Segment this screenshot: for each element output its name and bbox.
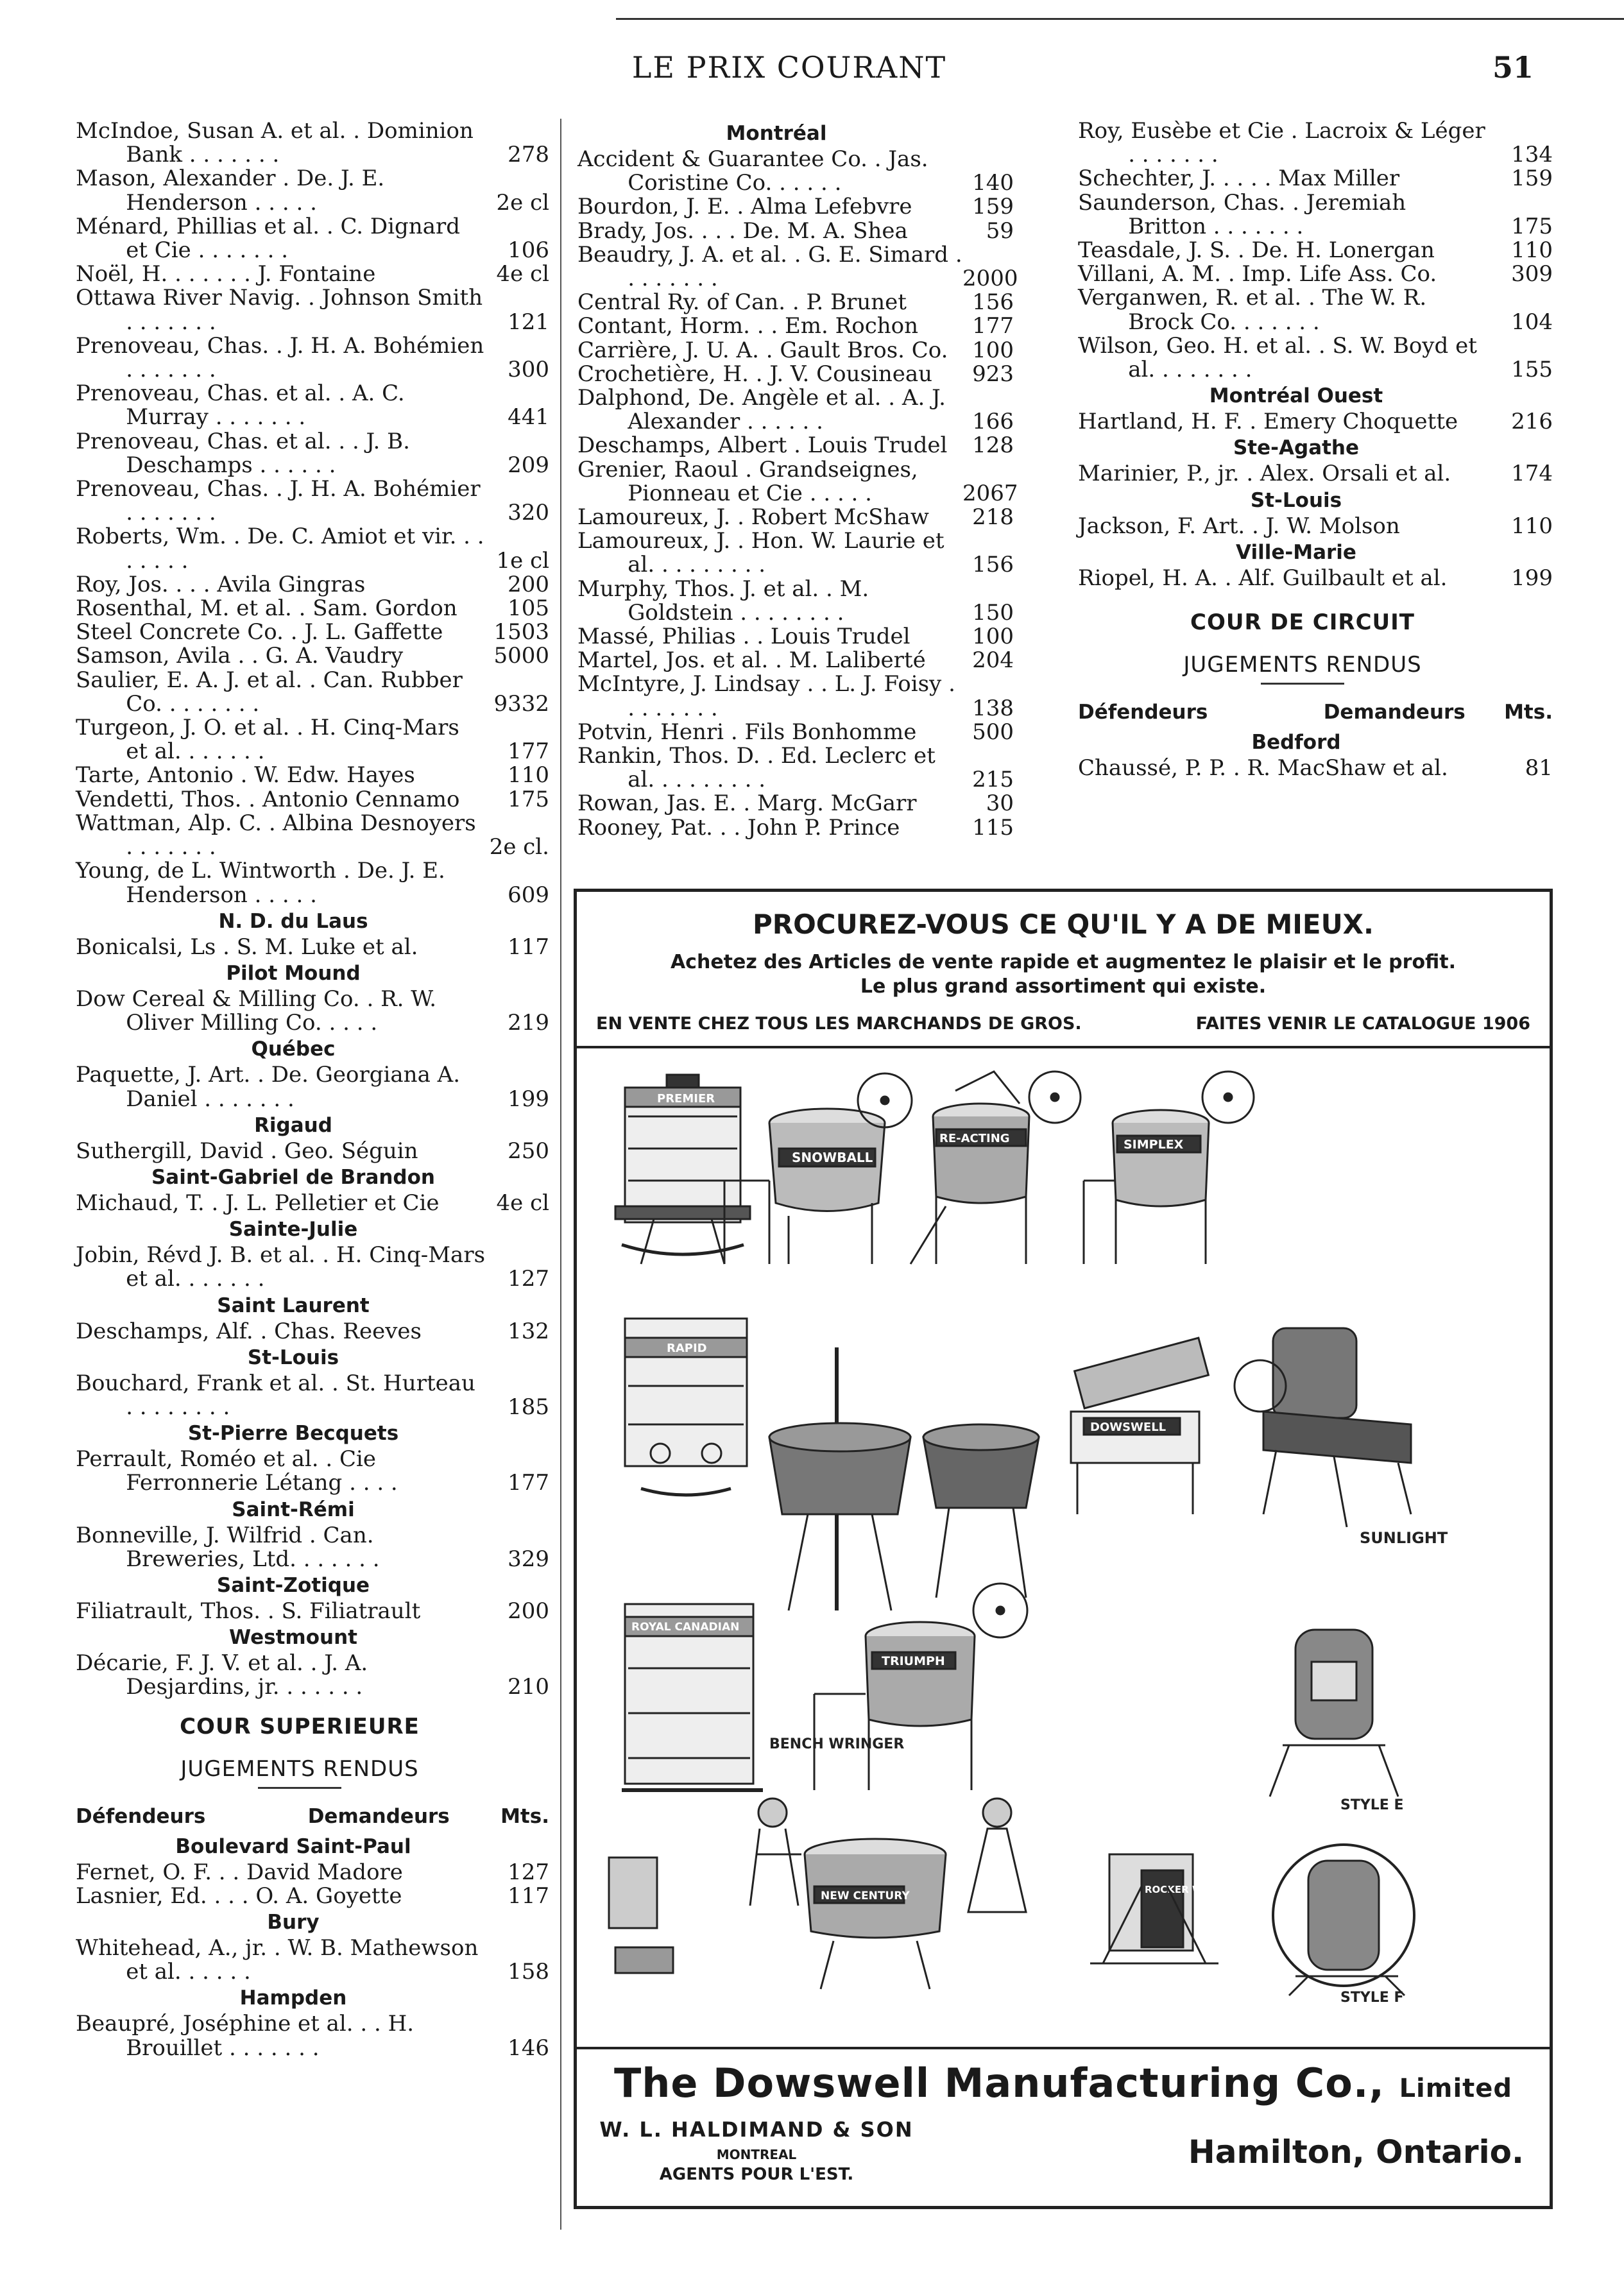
entry-amount: 4e cl	[496, 1190, 549, 1216]
list-item	[577, 339, 1014, 363]
entry-amount: 105	[508, 595, 549, 622]
premier-wringer-illustration	[615, 1075, 750, 1264]
list-item	[577, 363, 1014, 386]
label-dowswell: DOWSWELL	[1090, 1421, 1167, 1434]
ad-agent-city: MONTREAL	[716, 2147, 797, 2162]
entry-amount: 117	[508, 1883, 549, 1909]
entry-text: Deschamps, Alf. . Chas. Reeves	[76, 1318, 422, 1344]
section-heading: Bedford	[1251, 731, 1341, 755]
entry-text: Prenoveau, Chas. et al. . . J. B. Deschamps . . . . . .	[76, 428, 410, 478]
list-item	[76, 1192, 549, 1215]
entry-text: Brady, Jos. . . . De. M. A. Shea	[577, 218, 908, 244]
superieure-entries	[76, 1832, 549, 2060]
list-item	[76, 334, 549, 382]
tub-stand-illustration	[769, 1347, 1039, 1610]
list-item	[76, 262, 549, 286]
label-sunlight: SUNLIGHT	[1360, 1529, 1448, 1547]
label-premier: PREMIER	[657, 1092, 715, 1106]
list-item	[577, 219, 1014, 243]
entry-text: Crochetière, H. . J. V. Cousineau	[577, 361, 933, 387]
entry-text: Michaud, T. . J. L. Pelletier et Cie	[76, 1190, 440, 1216]
entry-text: Vendetti, Thos. . Antonio Cennamo	[76, 786, 460, 812]
list-item	[1078, 515, 1553, 538]
entry-text: Martel, Jos. et al. . M. Laliberté	[577, 647, 926, 674]
list-item	[76, 2012, 549, 2060]
list-item	[76, 788, 549, 812]
label-rocker-washer: ROCKER WASHER	[1145, 1884, 1239, 1895]
label-style-e: STYLE E	[1340, 1797, 1404, 1813]
entry-amount: 175	[508, 786, 549, 812]
header-rule	[616, 18, 1624, 20]
entry-amount: 117	[508, 934, 549, 960]
section-heading: Saint-Rémi	[232, 1498, 355, 1521]
entry-amount: 166	[972, 409, 1014, 435]
list-item	[577, 625, 1014, 649]
section-heading: Hampden	[239, 1986, 347, 2010]
entry-amount: 2067	[962, 480, 1018, 506]
entry-amount: 2e cl.	[489, 834, 549, 860]
list-item	[1078, 410, 1553, 434]
entry-text: Massé, Philias . . Louis Trudel	[577, 624, 910, 650]
section-heading: Sainte-Julie	[228, 1218, 358, 1242]
section-heading: Bury	[267, 1910, 320, 1934]
entry-text: Perrault, Roméo et al. . Cie Ferronnerie Létang . . . .	[76, 1446, 398, 1496]
ad-city: Hamilton, Ontario.	[1188, 2133, 1524, 2171]
section-heading: Montréal Ouest	[1209, 384, 1383, 408]
entry-amount: 155	[1511, 357, 1553, 383]
section-heading: Saint-Gabriel de Brandon	[151, 1165, 435, 1189]
right-column	[1078, 119, 1553, 780]
entry-amount: 159	[972, 194, 1014, 220]
entry-text: Dalphond, De. Angèle et al. . A. J. Alexander . . . . . .	[577, 385, 946, 435]
entry-text: Wilson, Geo. H. et al. . S. W. Boyd et al. . . . . . . .	[1078, 332, 1477, 383]
entry-text: Roberts, Wm. . De. C. Amiot et vir. . . . . . . .	[76, 524, 484, 574]
entry-amount: 150	[972, 599, 1014, 626]
list-item	[76, 477, 549, 525]
entry-text: Lasnier, Ed. . . . O. A. Goyette	[76, 1883, 402, 1909]
list-item	[577, 148, 1014, 195]
list-item	[76, 812, 549, 859]
list-item	[76, 1861, 549, 1884]
entry-amount: 4e cl	[496, 261, 549, 287]
ad-subline-2: Le plus grand assortiment qui existe.	[860, 975, 1267, 998]
entry-text: Bonicalsi, Ls . S. M. Luke et al.	[76, 934, 418, 960]
ad-agent-name: W. L. HALDIMAND & SON	[599, 2117, 914, 2142]
entry-amount: 210	[508, 1674, 549, 1700]
list-item	[76, 1243, 549, 1291]
entry-text: Schechter, J. . . . . Max Miller	[1078, 166, 1400, 192]
list-item	[76, 525, 549, 572]
entry-text: McIndoe, Susan A. et al. . Dominion Bank . . . . . . .	[76, 118, 474, 168]
label-triumph: TRIUMPH	[882, 1654, 945, 1668]
list-item	[76, 1884, 549, 1908]
entry-amount: 216	[1511, 409, 1553, 435]
list-item	[1078, 191, 1553, 239]
entry-amount: 127	[508, 1266, 549, 1292]
list-item	[577, 314, 1014, 338]
entry-text: Rowan, Jas. E. . Marg. McGarr	[577, 790, 917, 817]
ad-headline: PROCUREZ-VOUS CE QU'IL Y A DE MIEUX.	[752, 909, 1374, 940]
list-item	[76, 1063, 549, 1111]
middle-column	[577, 119, 1018, 841]
entry-amount: 278	[508, 142, 549, 168]
entry-text: Rooney, Pat. . . John P. Prince	[577, 814, 900, 841]
entry-amount: 177	[508, 739, 549, 765]
list-item	[577, 672, 1014, 720]
company-main: The Dowswell Manufacturing Co.,	[613, 2060, 1385, 2106]
snowball-washer-illustration	[724, 1073, 912, 1264]
simplex-washer-illustration	[1084, 1072, 1254, 1264]
entry-text: Prenoveau, Chas. . J. H. A. Bohémier . . . . . . .	[76, 476, 481, 526]
list-item	[1078, 262, 1553, 286]
royal-canadian-wringer-illustration	[622, 1604, 763, 1790]
list-item	[577, 291, 1014, 314]
entry-amount: 329	[508, 1546, 549, 1572]
list-item	[76, 573, 549, 597]
entry-text: Beaudry, J. A. et al. . G. E. Simard . . . . . . . .	[577, 241, 962, 292]
entry-text: Lamoureux, J. . Robert McShaw	[577, 504, 929, 531]
middle-entries	[577, 119, 1018, 841]
entry-amount: 127	[508, 1859, 549, 1885]
left-column	[76, 119, 549, 2060]
entry-amount: 121	[508, 309, 549, 335]
section-heading: Westmount	[229, 1626, 357, 1650]
entry-amount: 9332	[493, 690, 549, 717]
cour-superieure-title: COUR SUPERIEURE	[180, 1713, 420, 1739]
entry-amount: 199	[1511, 565, 1553, 591]
section-rule	[1261, 683, 1344, 685]
section-heading: St-Louis	[1250, 488, 1342, 512]
list-item	[577, 649, 1014, 672]
entry-amount: 128	[972, 432, 1014, 459]
left-entries	[76, 119, 549, 1700]
entry-amount: 100	[972, 337, 1014, 363]
entry-text: Tarte, Antonio . W. Edw. Hayes	[76, 762, 415, 789]
entry-text: Accident & Guarantee Co. . Jas. Coristine Co. . . . . .	[577, 146, 928, 196]
list-item	[76, 764, 549, 787]
ad-subline-1: Achetez des Articles de vente rapide et augmentez le plaisir et le profit.	[670, 951, 1457, 973]
entry-amount: 140	[972, 170, 1014, 196]
list-item	[76, 1936, 549, 1984]
section-heading: St-Louis	[247, 1345, 339, 1369]
entry-amount: 218	[972, 504, 1014, 531]
triumph-washer-illustration	[814, 1584, 1027, 1790]
entry-amount: 200	[508, 1598, 549, 1624]
list-item	[1078, 167, 1553, 191]
list-item	[577, 241, 1018, 292]
entry-text: Noël, H. . . . . . . J. Fontaine	[76, 261, 376, 287]
entry-text: Steel Concrete Co. . J. L. Gaffette	[76, 619, 443, 645]
section-rule	[258, 1787, 341, 1789]
list-item	[1078, 119, 1553, 167]
ad-agent-role: AGENTS POUR L'EST.	[659, 2165, 854, 2184]
list-item	[1078, 567, 1553, 590]
rocker-washer-illustration	[1090, 1854, 1239, 1963]
entry-amount: 30	[986, 790, 1014, 817]
ad-illustration	[577, 1052, 1550, 2044]
ad-divider-bottom	[577, 2047, 1550, 2049]
advertisement	[574, 889, 1553, 2209]
entry-amount: 158	[508, 1959, 549, 1985]
entry-text: Wattman, Alp. C. . Albina Desnoyers . . . . . . .	[76, 810, 476, 860]
list-item	[76, 119, 549, 167]
ad-divider-top	[577, 1046, 1550, 1048]
entry-text: Mason, Alexander . De. J. E. Henderson . . . . .	[76, 166, 385, 216]
entry-amount: 309	[1511, 261, 1553, 287]
entry-amount: 110	[508, 762, 549, 789]
entry-text: Ottawa River Navig. . Johnson Smith . . . . . . .	[76, 285, 483, 335]
label-simplex: SIMPLEX	[1124, 1138, 1184, 1152]
cour-superieure-subtitle: JUGEMENTS RENDUS	[180, 1755, 419, 1782]
col-mts: Mts.	[500, 1804, 549, 1828]
label-style-f: STYLE F	[1340, 1990, 1404, 2006]
column-divider	[560, 119, 561, 2230]
entry-text: Marinier, P., jr. . Alex. Orsali et al.	[1078, 461, 1451, 487]
section-heading: Pilot Mound	[226, 961, 361, 985]
entry-amount: 185	[508, 1394, 549, 1420]
entry-amount: 138	[972, 695, 1014, 721]
entry-text: Lamoureux, J. . Hon. W. Laurie et al. . . . . . . . .	[577, 528, 944, 578]
entry-text: Rosenthal, M. et al. . Sam. Gordon	[76, 595, 457, 622]
entry-amount: 215	[972, 767, 1014, 793]
entry-text: Rankin, Thos. D. . Ed. Leclerc et al. . . . . . . . .	[577, 743, 936, 793]
list-item	[76, 1600, 549, 1623]
entry-amount: 110	[1511, 513, 1553, 539]
entry-text: Prenoveau, Chas. . J. H. A. Bohémien . . . . . . .	[76, 332, 484, 383]
entry-text: Dow Cereal & Milling Co. . R. W. Oliver Milling Co. . . . .	[76, 986, 437, 1036]
list-item	[577, 456, 1018, 506]
list-item	[76, 859, 549, 907]
new-century-washer-illustration	[750, 1798, 1026, 1989]
entry-text: Whitehead, A., jr. . W. B. Mathewson et al. . . . . .	[76, 1935, 479, 1985]
entry-amount: 177	[508, 1470, 549, 1496]
list-item	[76, 620, 549, 644]
page-number: 51	[1492, 50, 1534, 85]
entry-text: Young, de L. Wintworth . De. J. E. Henderson . . . . .	[76, 858, 445, 908]
entry-text: Contant, Horm. . . Em. Rochon	[577, 313, 919, 339]
entry-amount: 134	[1511, 142, 1553, 168]
entry-amount: 106	[508, 237, 549, 264]
entry-text: Ménard, Phillias et al. . C. Dignard et Cie . . . . . . .	[76, 213, 461, 264]
entry-text: Central Ry. of Can. . P. Brunet	[577, 289, 907, 316]
section-heading: St-Pierre Becquets	[187, 1422, 399, 1446]
ad-strap	[596, 1014, 1530, 1034]
ad-company-name	[577, 2060, 1550, 2106]
section-heading: Ste-Agathe	[1233, 436, 1360, 460]
list-item	[577, 577, 1014, 625]
entry-amount: 104	[1511, 309, 1553, 335]
entry-text: Filiatrault, Thos. . S. Filiatrault	[76, 1598, 421, 1624]
label-new-century: NEW CENTURY	[821, 1890, 910, 1902]
entry-amount: 59	[986, 218, 1014, 244]
list-item	[1078, 756, 1553, 780]
entry-amount: 209	[508, 452, 549, 478]
list-item	[76, 1448, 549, 1495]
entry-amount: 132	[508, 1318, 549, 1344]
entry-text: Suthergill, David . Geo. Séguin	[76, 1138, 418, 1164]
list-item	[1078, 462, 1553, 486]
entry-text: Roy, Eusèbe et Cie . Lacroix & Léger . . . . . . .	[1078, 118, 1485, 168]
cour-circuit-title: COUR DE CIRCUIT	[1190, 610, 1415, 636]
list-item	[577, 721, 1014, 744]
list-item	[577, 506, 1014, 529]
entry-amount: 320	[508, 500, 549, 526]
list-item	[76, 1372, 549, 1419]
list-item	[577, 529, 1014, 577]
column-headers	[1078, 696, 1553, 728]
list-item	[76, 1524, 549, 1571]
section-heading: Montréal	[726, 122, 827, 145]
list-item	[577, 744, 1014, 792]
ad-strap-right: FAITES VENIR LE CATALOGUE 1906	[1195, 1014, 1530, 1034]
label-rapid: RAPID	[667, 1342, 707, 1355]
entry-text: Deschamps, Albert . Louis Trudel	[577, 432, 948, 459]
entry-text: Chaussé, P. P. . R. MacShaw et al.	[1078, 755, 1448, 782]
list-item	[577, 434, 1014, 457]
list-item	[76, 1652, 549, 1699]
list-item	[76, 167, 549, 214]
section-heading: Québec	[251, 1038, 336, 1061]
entry-amount: 199	[508, 1086, 549, 1112]
list-item	[76, 1140, 549, 1163]
label-reacting: RE-ACTING	[939, 1132, 1010, 1145]
entry-text: Prenoveau, Chas. et al. . A. C. Murray . . . . . . .	[76, 380, 405, 431]
entry-text: Carrière, J. U. A. . Gault Bros. Co.	[577, 337, 948, 363]
entry-text: Grenier, Raoul . Grandseignes, Pionneau et Cie . . . . .	[577, 456, 918, 506]
cour-circuit-subtitle: JUGEMENTS RENDUS	[1183, 652, 1422, 678]
entry-amount: 1503	[493, 619, 549, 645]
page-header-title: LE PRIX COURANT	[631, 50, 947, 85]
list-item	[76, 716, 549, 764]
company-suffix: Limited	[1399, 2074, 1513, 2103]
entry-amount: 174	[1511, 461, 1553, 487]
label-bench-wringer: BENCH WRINGER	[769, 1736, 905, 1752]
list-item	[76, 669, 549, 716]
entry-amount: 5000	[493, 643, 549, 669]
list-item	[577, 386, 1014, 434]
entry-text: Jobin, Révd J. B. et al. . H. Cinq-Mars et al. . . . . . .	[76, 1242, 486, 1292]
entry-amount: 156	[972, 552, 1014, 578]
entry-amount: 300	[508, 357, 549, 383]
list-item	[76, 215, 549, 262]
entry-amount: 500	[972, 719, 1014, 745]
entry-text: Saunderson, Chas. . Jeremiah Britton . . . . . . .	[1078, 189, 1406, 239]
entry-amount: 219	[508, 1010, 549, 1036]
entry-amount: 200	[508, 571, 549, 597]
list-item	[76, 597, 549, 620]
entry-text: Paquette, J. Art. . De. Georgiana A. Daniel . . . . . . .	[76, 1062, 461, 1112]
entry-text: Murphy, Thos. J. et al. . M. Goldstein . . . . . . . .	[577, 576, 869, 626]
right-entries	[1078, 119, 1553, 590]
entry-amount: 250	[508, 1138, 549, 1164]
entry-text: Roy, Jos. . . . Avila Gingras	[76, 571, 366, 597]
col-mts: Mts.	[1504, 701, 1553, 724]
list-item	[76, 935, 549, 959]
entry-amount: 441	[508, 404, 549, 431]
entry-amount: 177	[972, 313, 1014, 339]
entry-text: Villani, A. M. . Imp. Life Ass. Co.	[1078, 261, 1437, 287]
col-defendeurs: Défendeurs	[76, 1804, 206, 1828]
washboard-illustration	[609, 1858, 673, 1973]
label-royal-canadian: ROYAL CANADIAN	[631, 1621, 740, 1634]
entry-text: Bouchard, Frank et al. . St. Hurteau . . . . . . . .	[76, 1370, 475, 1420]
entry-amount: 146	[508, 2035, 549, 2061]
list-item	[76, 644, 549, 668]
entry-text: Turgeon, J. O. et al. . H. Cinq-Mars et al. . . . . . .	[76, 715, 459, 765]
style-f-churn-illustration	[1273, 1845, 1414, 2006]
entry-amount: 2000	[962, 266, 1018, 292]
entry-amount: 110	[1511, 237, 1553, 264]
list-item	[1078, 239, 1553, 262]
section-heading: N. D. du Laus	[218, 909, 368, 933]
list-item	[76, 286, 549, 334]
dowswell-washer-illustration	[1071, 1338, 1208, 1514]
col-demandeurs: Demandeurs	[1323, 701, 1466, 724]
list-item	[577, 816, 1014, 840]
entry-text: Potvin, Henri . Fils Bonhomme	[577, 719, 917, 745]
col-defendeurs: Défendeurs	[1078, 701, 1208, 724]
list-item	[76, 987, 549, 1035]
entry-text: Jackson, F. Art. . J. W. Molson	[1078, 513, 1400, 539]
list-item	[577, 195, 1014, 219]
list-item	[76, 1320, 549, 1344]
sunlight-washer-illustration	[1235, 1328, 1448, 1547]
entry-amount: 100	[972, 624, 1014, 650]
entry-amount: 159	[1511, 166, 1553, 192]
entry-amount: 156	[972, 289, 1014, 316]
entry-amount: 923	[972, 361, 1014, 387]
entry-text: Saulier, E. A. J. et al. . Can. Rubber Co. . . . . . . .	[76, 667, 463, 717]
label-snowball: SNOWBALL	[792, 1150, 873, 1165]
list-item	[1078, 334, 1553, 382]
section-heading: Boulevard Saint-Paul	[175, 1834, 411, 1858]
ad-strap-left: EN VENTE CHEZ TOUS LES MARCHANDS DE GROS.	[596, 1014, 1082, 1034]
section-heading: Saint Laurent	[217, 1294, 370, 1317]
list-item	[577, 792, 1014, 816]
entry-amount: 115	[972, 814, 1014, 841]
section-heading: Rigaud	[254, 1113, 332, 1137]
entry-text: Samson, Avila . . G. A. Vaudry	[76, 643, 404, 669]
entry-text: Riopel, H. A. . Alf. Guilbault et al.	[1078, 565, 1448, 591]
list-item	[76, 430, 549, 477]
entry-text: Décarie, F. J. V. et al. . J. A. Desjardins, jr. . . . . . .	[76, 1650, 368, 1700]
entry-text: Beaupré, Joséphine et al. . . H. Brouillet . . . . . . .	[76, 2011, 415, 2061]
entry-text: Verganwen, R. et al. . The W. R. Brock Co. . . . . . .	[1078, 285, 1427, 335]
section-heading: Saint-Zotique	[216, 1573, 370, 1597]
reacting-washer-illustration	[910, 1072, 1081, 1264]
list-item	[1078, 286, 1553, 334]
entry-text: Bourdon, J. E. . Alma Lefebvre	[577, 194, 912, 220]
column-headers	[76, 1800, 549, 1832]
entry-text: Bonneville, J. Wilfrid . Can. Breweries, Ltd. . . . . . .	[76, 1522, 380, 1572]
entry-text: Fernet, O. F. . . David Madore	[76, 1859, 403, 1885]
entry-amount: 609	[508, 882, 549, 908]
list-item	[76, 382, 549, 429]
entry-amount: 1e cl	[496, 547, 549, 574]
entry-amount: 204	[972, 647, 1014, 674]
rapid-wringer-illustration	[625, 1319, 747, 1495]
section-heading: Ville-Marie	[1236, 540, 1356, 564]
col-demandeurs: Demandeurs	[307, 1804, 450, 1828]
entry-text: Teasdale, J. S. . De. H. Lonergan	[1078, 237, 1435, 264]
entry-text: McIntyre, J. Lindsay . . L. J. Foisy . . . . . . . .	[577, 671, 955, 721]
entry-amount: 81	[1525, 755, 1553, 782]
style-e-churn-illustration	[1270, 1630, 1404, 1813]
entry-amount: 2e cl	[496, 189, 549, 216]
entry-amount: 175	[1511, 213, 1553, 239]
entry-text: Hartland, H. F. . Emery Choquette	[1078, 409, 1458, 435]
